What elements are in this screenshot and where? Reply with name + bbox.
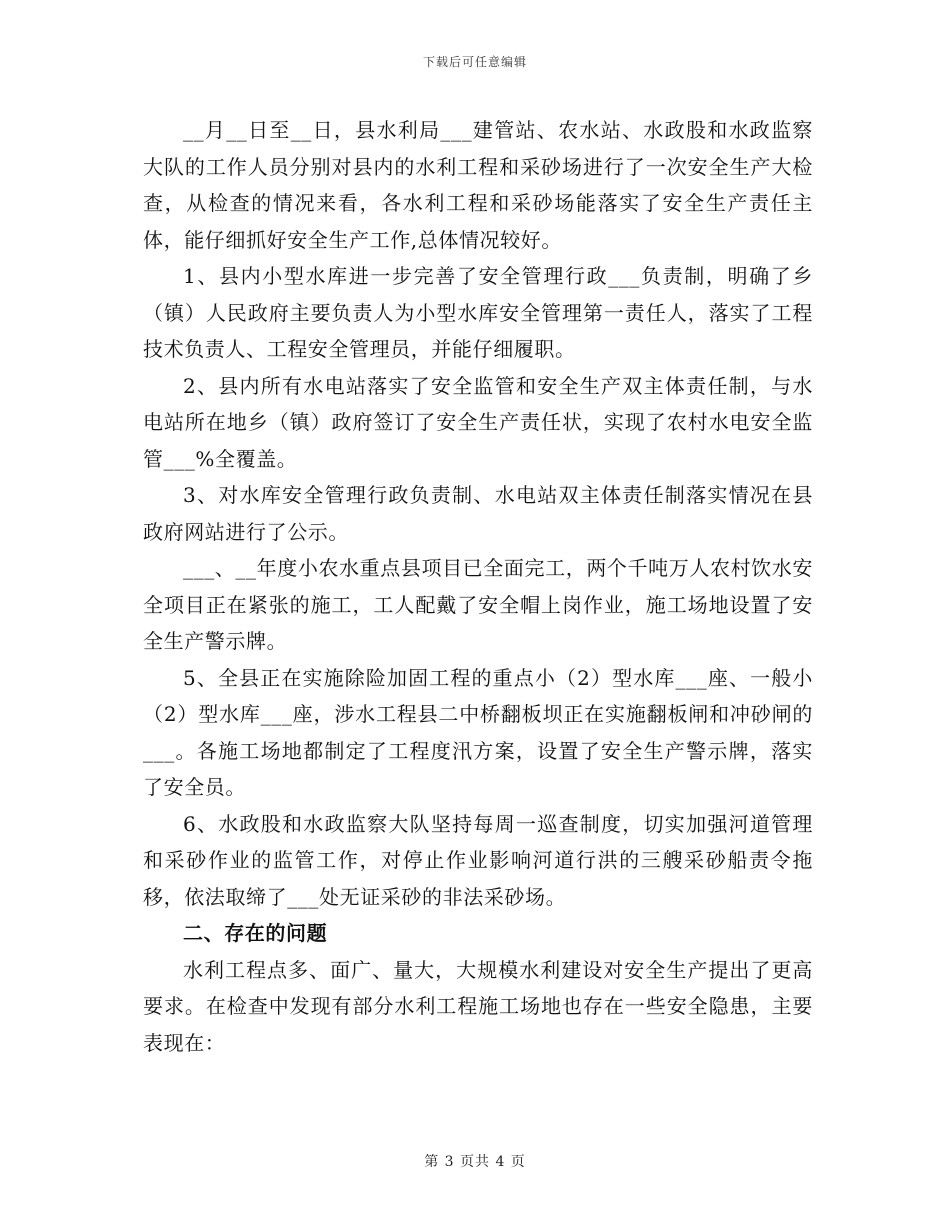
paragraph-inspection-summary: __月__日至__日，县水利局___建管站、农水站、水政股和水政监察大队的工作人员分别对县内的水利工程和采砂场进行了一次安全生产大检查，从检查的情况来看，各水利工程和采砂场能落实了安全生产责任主体，能仔细抓好安全生产工作,总体情况较好。 — [143, 118, 813, 252]
page-header: 下载后可任意编辑 — [422, 55, 527, 69]
document-body — [143, 112, 813, 1061]
paragraph-item-6: 6、水政股和水政监察大队坚持每周一巡查制度，切实加强河道管理和采砂作业的监管工作，对停止作业影响河道行洪的三艘采砂船责令拖移，依法取缔了___处无证采砂的非法采砂场。 — [143, 811, 813, 909]
paragraph-item-3: 3、对水库安全管理行政负责制、水电站双主体责任制落实情况在县政府网站进行了公示。 — [143, 483, 813, 544]
paragraph-item-5: 5、全县正在实施除险加固工程的重点小（2）型水库___座、一般小（2）型水库___座，涉水工程县二中桥翻板坝正在实施翻板闸和冲砂闸的___。各施工场地都制定了工程度汛方案，设置了安全生产警示牌，落实了安全员。 — [143, 665, 813, 799]
paragraph-problems-intro: 水利工程点多、面广、量大，大规模水利建设对安全生产提出了更高要求。在检查中发现有部分水利工程施工场地也存在一些安全隐患，主要表现在： — [143, 957, 813, 1055]
paragraph-item-4: ___、__年度小农水重点县项目已全面完工，两个千吨万人农村饮水安全项目正在紧张的施工，工人配戴了安全帽上岗作业，施工场地设置了安全生产警示牌。 — [143, 556, 813, 653]
paragraph-item-2: 2、县内所有水电站落实了安全监管和安全生产双主体责任制，与水电站所在地乡（镇）政府签订了安全生产责任状，实现了农村水电安全监管___%全覆盖。 — [143, 373, 813, 471]
paragraph-item-1: 1、县内小型水库进一步完善了安全管理行政___负责制，明确了乡（镇）人民政府主要负责人为小型水库安全管理第一责任人，落实了工程技术负责人、工程安全管理员，并能仔细履职。 — [143, 264, 813, 361]
section-heading: 二、存在的问题 — [183, 921, 328, 945]
page-footer: 第 3 页共 4 页 — [424, 1154, 526, 1170]
